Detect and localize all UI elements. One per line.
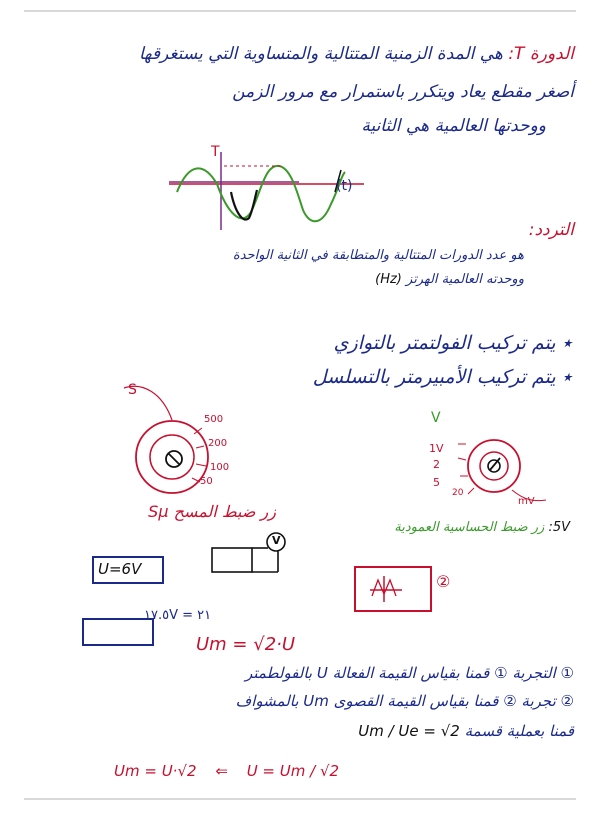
period-term: الدورة T: <box>508 44 574 64</box>
ratio-formula: Um / Ue = √2 <box>358 722 460 740</box>
empty-answer-box <box>82 618 154 646</box>
time-base-scale-200: 200 <box>208 438 228 449</box>
experiment-2-row <box>236 692 574 710</box>
sensitivity-minor-mark: 20 <box>452 488 464 498</box>
ammeter-connection-row <box>313 366 572 388</box>
um-formula: Um = √2·U <box>196 634 296 655</box>
sensitivity-scale-5: 5 <box>433 476 440 489</box>
sensitivity-caption-value: 5V: <box>548 520 570 535</box>
frequency-line-1-row <box>233 248 524 263</box>
notebook-page <box>24 10 576 800</box>
graph-t-label: T <box>211 144 220 160</box>
graph-time-label: (t) <box>336 178 353 194</box>
period-line-1: هي المدة الزمنية المتتالية والمتساوية التي يستغرقها <box>139 44 503 64</box>
sensitivity-scale-1v: 1V <box>429 442 444 455</box>
page-bottom-border <box>24 798 576 800</box>
final-arrow: ⇐ <box>215 762 228 780</box>
sensitivity-caption-text: زر ضبط الحساسية العمودية <box>394 520 545 535</box>
time-base-scale-50: 50 <box>200 476 213 487</box>
page-top-border <box>24 10 576 12</box>
period-line-3: ووحدتها العالمية هي الثانية <box>361 116 546 136</box>
circled-mark: ② <box>436 572 451 591</box>
frequency-line-2-row <box>375 272 524 287</box>
final-formula-left: Um = U·√2 <box>114 762 197 780</box>
voltmeter-symbol: V <box>272 534 281 547</box>
sensitivity-mv-mark: mV <box>518 496 535 507</box>
time-base-scale-100: 100 <box>210 462 230 473</box>
period-line-2-row <box>232 82 574 102</box>
sensitivity-caption-row <box>394 520 570 535</box>
ratio-text: قمنا بعملية قسمة <box>464 722 574 740</box>
ratio-row <box>358 722 574 740</box>
experiment-1-text: ① التجربة ① قمنا بقياس القيمة الفعالة U بالفولطمتر <box>245 664 574 682</box>
sensitivity-knob <box>464 430 554 510</box>
oscilloscope-trace <box>366 574 406 604</box>
experiment-1-row <box>245 664 574 682</box>
period-line-3-row <box>361 116 546 136</box>
time-base-caption: زر ضبط المسح Sµ <box>148 502 276 521</box>
time-base-scale-500: 500 <box>204 414 224 425</box>
ammeter-connection-text: ٭ يتم تركيب الأمبيرمتر بالتسلسل <box>312 366 572 388</box>
sensitivity-scale-2: 2 <box>433 458 440 471</box>
final-formula-right: U = Um / √2 <box>246 762 340 780</box>
frequency-line-1: هو عدد الدورات المتتالية والمتطابقة في الثانية الواحدة <box>232 248 524 263</box>
period-definition <box>139 44 574 64</box>
voltmeter-connection-row <box>334 332 572 354</box>
period-line-2: أصغر مقطع يعاد ويتكرر باستمرار مع مرور الزمن <box>232 82 574 102</box>
voltmeter-connection-text: ٭ يتم تركيب الفولتمتر بالتوازي <box>333 332 572 354</box>
time-base-top-mark: S <box>128 382 137 398</box>
sensitivity-top-mark: V <box>431 410 441 426</box>
final-formula-row <box>114 762 339 780</box>
frequency-unit: (Hz) <box>375 272 402 287</box>
frequency-line-2: ووحدته العالمية الهرتز <box>406 272 524 287</box>
frequency-definition <box>529 220 574 240</box>
experiment-2-text: ② تجربة ② قمنا بقياس القيمة القصوى Um بالمشواف <box>235 692 574 710</box>
frequency-term: التردد: <box>528 220 574 240</box>
measurement-equation: ١٧.٥V = ٢١ <box>144 608 212 623</box>
voltage-display-value: U=6V <box>98 560 142 578</box>
